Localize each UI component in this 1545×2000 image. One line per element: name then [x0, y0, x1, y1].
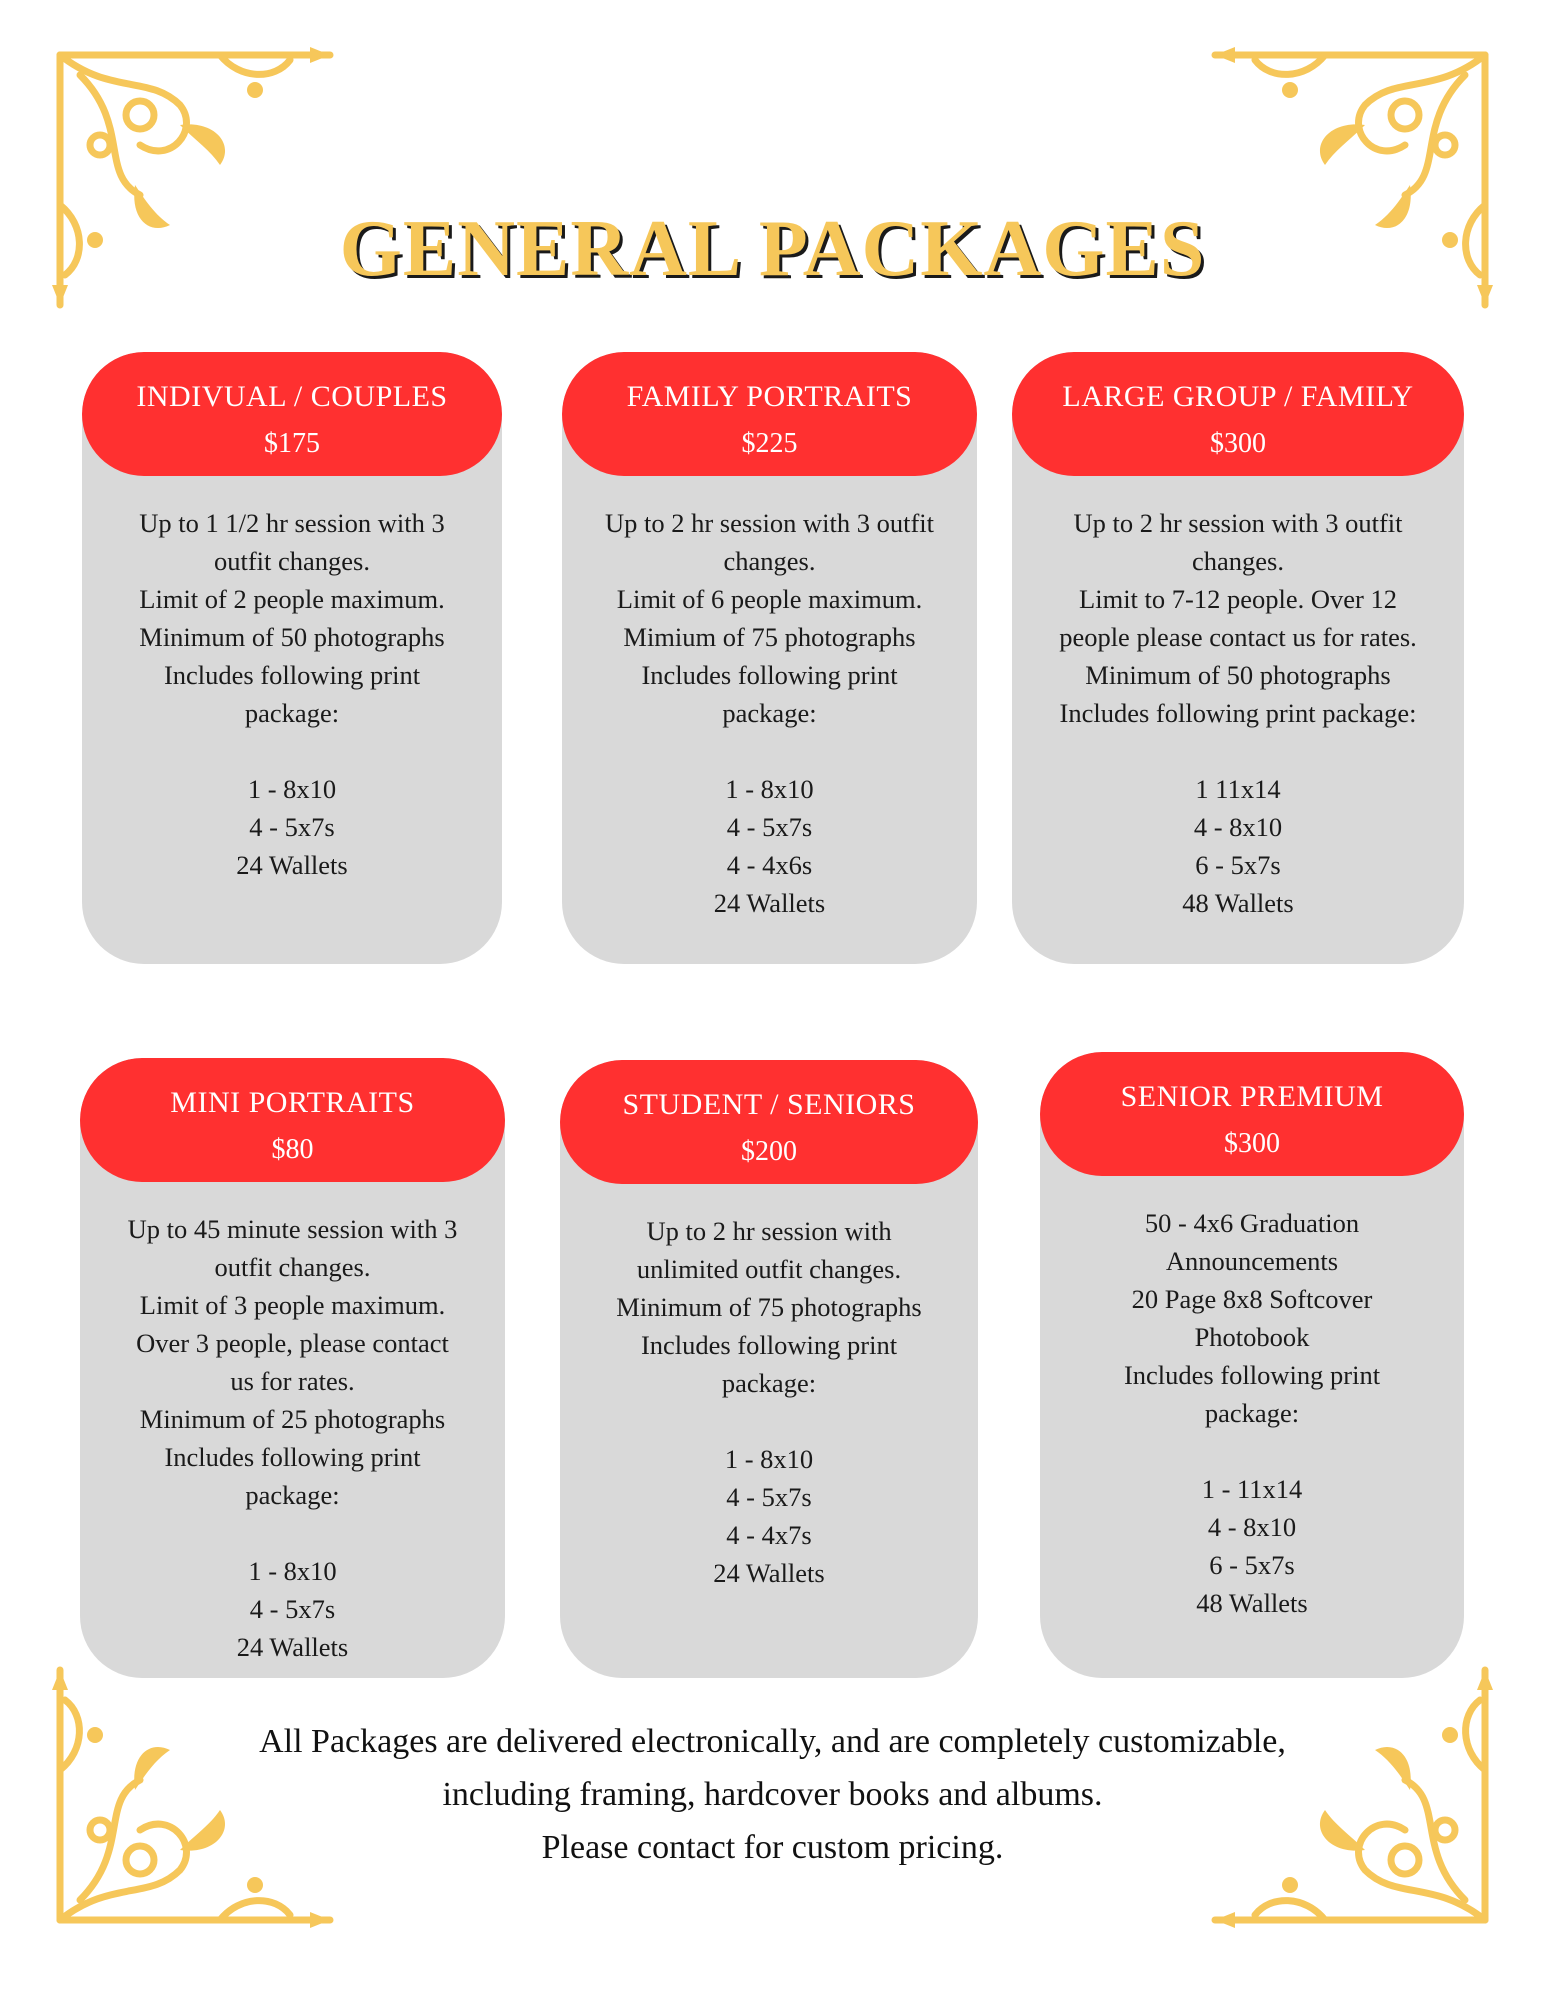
package-detail-line: 1 - 8x10	[247, 774, 337, 804]
package-detail-line: 4 - 5x7s	[726, 812, 813, 842]
package-detail-line: 4 - 5x7s	[249, 1594, 336, 1624]
package-card	[1040, 1052, 1464, 1678]
package-detail-line: 48 Wallets	[1196, 1588, 1308, 1618]
line-spacer	[116, 732, 468, 770]
package-detail-line: outfit changes.	[213, 546, 370, 576]
package-details	[1040, 1176, 1464, 1622]
package-detail-line: Limit to 7-12 people. Over 12	[1079, 584, 1397, 614]
line-spacer	[594, 1402, 944, 1440]
package-detail-line: Up to 2 hr session with 3 outfit	[604, 508, 935, 538]
package-detail-line: package:	[1204, 1398, 1300, 1428]
package-price: $300	[1224, 1128, 1280, 1159]
package-price: $200	[741, 1136, 797, 1167]
package-detail-line: 24 Wallets	[236, 1632, 349, 1662]
package-detail-line: Limit of 2 people maximum.	[139, 584, 445, 614]
package-detail-line: 1 - 8x10	[724, 1444, 814, 1474]
package-detail-line: Photobook	[1194, 1322, 1310, 1352]
footer-line: including framing, hardcover books and albums.	[442, 1776, 1103, 1813]
package-detail-line: changes.	[723, 546, 816, 576]
package-detail-line: 1 11x14	[1195, 774, 1281, 804]
package-price: $225	[741, 428, 798, 459]
package-detail-line: package:	[244, 698, 340, 728]
package-detail-line: Includes following print	[640, 1330, 898, 1360]
package-detail-line: unlimited outfit changes.	[636, 1254, 902, 1284]
package-detail-line: Minimum of 25 photographs	[139, 1404, 446, 1434]
package-detail-line: 4 - 8x10	[1193, 812, 1283, 842]
package-detail-line: us for rates.	[230, 1366, 355, 1396]
package-detail-line: Limit of 6 people maximum.	[616, 584, 923, 614]
package-detail-line: 1 - 11x14	[1201, 1474, 1303, 1504]
package-detail-line: changes.	[1192, 546, 1284, 576]
page-title: GENERAL PACKAGES	[339, 204, 1206, 293]
package-detail-line: 24 Wallets	[236, 850, 348, 880]
package-details	[1012, 476, 1464, 922]
package-detail-line: 48 Wallets	[1182, 888, 1294, 918]
line-spacer	[596, 732, 943, 770]
package-detail-line: package:	[721, 1368, 817, 1398]
package-detail-line: 6 - 5x7s	[1209, 1550, 1295, 1580]
package-detail-line: Includes following print	[1123, 1360, 1381, 1390]
package-detail-line: Up to 2 hr session with 3 outfit	[1073, 508, 1403, 538]
package-detail-line: Includes following print	[641, 660, 898, 690]
package-detail-line: Includes following print	[164, 1442, 421, 1472]
package-header	[1012, 352, 1464, 476]
package-detail-line: 4 - 5x7s	[249, 812, 335, 842]
package-detail-line: Mimium of 75 photographs	[623, 622, 916, 652]
package-name: LARGE GROUP / FAMILY	[1062, 380, 1414, 413]
package-name: FAMILY PORTRAITS	[626, 380, 913, 413]
package-price: $300	[1210, 428, 1266, 459]
package-card	[560, 1060, 978, 1678]
line-spacer	[114, 1514, 471, 1552]
package-details	[80, 1182, 505, 1666]
package-header	[82, 352, 502, 476]
package-detail-line: Over 3 people, please contact	[136, 1328, 449, 1358]
package-detail-line: 50 - 4x6 Graduation	[1144, 1208, 1360, 1238]
package-card	[82, 352, 502, 964]
package-card	[1012, 352, 1464, 964]
package-header	[560, 1060, 978, 1184]
package-header	[1040, 1052, 1464, 1176]
package-detail-line: 1 - 8x10	[725, 774, 814, 804]
package-detail-line: Includes following print	[163, 660, 421, 690]
footer-note	[0, 1715, 1545, 1874]
package-header	[562, 352, 977, 476]
package-detail-line: 4 - 4x6s	[726, 850, 813, 880]
footer-line: Please contact for custom pricing.	[541, 1829, 1004, 1866]
package-details	[82, 476, 502, 884]
package-detail-line: 4 - 5x7s	[726, 1482, 812, 1512]
package-card	[80, 1058, 505, 1678]
package-detail-line: Announcements	[1165, 1246, 1339, 1276]
package-detail-line: outfit changes.	[214, 1252, 371, 1282]
package-detail-line: package:	[722, 698, 817, 728]
package-detail-line: Includes following print package:	[1059, 698, 1417, 728]
package-detail-line: Minimum of 50 photographs	[139, 622, 445, 652]
package-detail-line: 24 Wallets	[713, 888, 826, 918]
package-price: $80	[271, 1134, 314, 1165]
package-header	[80, 1058, 505, 1182]
line-spacer	[1074, 1432, 1430, 1470]
footer-line: All Packages are delivered electronically, and are completely customizable,	[259, 1723, 1286, 1760]
package-name: SENIOR PREMIUM	[1120, 1080, 1384, 1113]
package-detail-line: Minimum of 75 photographs	[616, 1292, 922, 1322]
package-detail-line: 4 - 8x10	[1207, 1512, 1297, 1542]
package-detail-line: 6 - 5x7s	[1195, 850, 1281, 880]
package-detail-line: Minimum of 50 photographs	[1085, 660, 1391, 690]
package-detail-line: 24 Wallets	[713, 1558, 825, 1588]
package-name: STUDENT / SENIORS	[622, 1088, 916, 1121]
package-price: $175	[264, 428, 320, 459]
package-detail-line: Up to 45 minute session with 3	[127, 1214, 458, 1244]
package-detail-line: 1 - 8x10	[248, 1556, 337, 1586]
package-details	[560, 1184, 978, 1592]
package-detail-line: 4 - 4x7s	[726, 1520, 812, 1550]
line-spacer	[1046, 732, 1430, 770]
package-detail-line: Up to 2 hr session with	[646, 1216, 892, 1246]
package-detail-line: Limit of 3 people maximum.	[139, 1290, 446, 1320]
package-detail-line: package:	[245, 1480, 340, 1510]
package-name: MINI PORTRAITS	[170, 1086, 415, 1119]
package-card	[562, 352, 977, 964]
package-detail-line: Up to 1 1/2 hr session with 3	[139, 508, 445, 538]
package-detail-line: people please contact us for rates.	[1059, 622, 1417, 652]
package-name: INDIVUAL / COUPLES	[136, 380, 448, 413]
package-details	[562, 476, 977, 922]
package-detail-line: 20 Page 8x8 Softcover	[1131, 1284, 1373, 1314]
